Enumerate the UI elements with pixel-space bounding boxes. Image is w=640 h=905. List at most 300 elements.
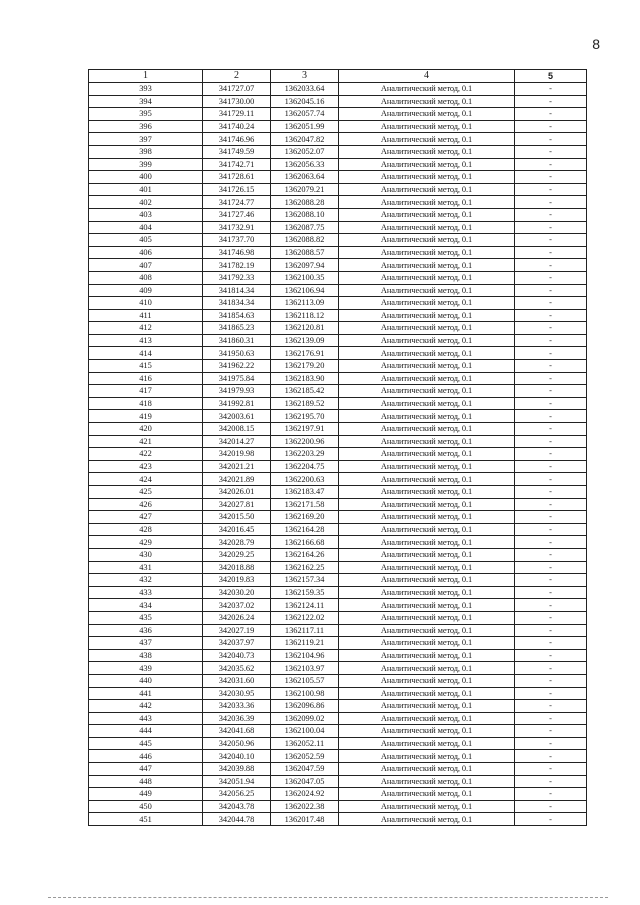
y-coordinate-cell: 1362200.63	[271, 473, 339, 486]
method-cell: Аналитический метод, 0.1	[339, 234, 515, 247]
x-coordinate-cell: 341962.22	[203, 360, 271, 373]
point-number-cell: 434	[89, 599, 203, 612]
note-cell: -	[515, 523, 587, 536]
y-coordinate-cell: 1362164.28	[271, 523, 339, 536]
note-cell: -	[515, 586, 587, 599]
y-coordinate-cell: 1362088.82	[271, 234, 339, 247]
x-coordinate-cell: 342019.83	[203, 574, 271, 587]
point-number-cell: 398	[89, 145, 203, 158]
method-cell: Аналитический метод, 0.1	[339, 448, 515, 461]
method-cell: Аналитический метод, 0.1	[339, 473, 515, 486]
x-coordinate-cell: 341860.31	[203, 334, 271, 347]
method-cell: Аналитический метод, 0.1	[339, 347, 515, 360]
x-coordinate-cell: 342044.78	[203, 813, 271, 826]
x-coordinate-cell: 341727.07	[203, 83, 271, 96]
y-coordinate-cell: 1362119.21	[271, 637, 339, 650]
method-cell: Аналитический метод, 0.1	[339, 385, 515, 398]
point-number-cell: 428	[89, 523, 203, 536]
table-row	[89, 423, 587, 436]
point-number-cell: 401	[89, 183, 203, 196]
x-coordinate-cell: 342018.88	[203, 561, 271, 574]
y-coordinate-cell: 1362159.35	[271, 586, 339, 599]
point-number-cell: 394	[89, 95, 203, 108]
y-coordinate-cell: 1362179.20	[271, 360, 339, 373]
x-coordinate-cell: 341865.23	[203, 322, 271, 335]
x-coordinate-cell: 342050.96	[203, 737, 271, 750]
y-coordinate-cell: 1362169.20	[271, 511, 339, 524]
note-cell: -	[515, 95, 587, 108]
table-row	[89, 611, 587, 624]
table-row	[89, 574, 587, 587]
x-coordinate-cell: 342014.27	[203, 435, 271, 448]
point-number-cell: 400	[89, 171, 203, 184]
table-row	[89, 158, 587, 171]
point-number-cell: 407	[89, 259, 203, 272]
x-coordinate-cell: 342003.61	[203, 410, 271, 423]
column-header-5: 5	[515, 70, 587, 83]
column-header-4: 4	[339, 70, 515, 83]
method-cell: Аналитический метод, 0.1	[339, 624, 515, 637]
point-number-cell: 395	[89, 108, 203, 121]
point-number-cell: 444	[89, 725, 203, 738]
y-coordinate-cell: 1362139.09	[271, 334, 339, 347]
x-coordinate-cell: 341742.71	[203, 158, 271, 171]
note-cell: -	[515, 548, 587, 561]
method-cell: Аналитический метод, 0.1	[339, 725, 515, 738]
note-cell: -	[515, 133, 587, 146]
table-row	[89, 775, 587, 788]
note-cell: -	[515, 171, 587, 184]
y-coordinate-cell: 1362051.99	[271, 120, 339, 133]
note-cell: -	[515, 674, 587, 687]
table-row	[89, 347, 587, 360]
note-cell: -	[515, 347, 587, 360]
table-row	[89, 334, 587, 347]
note-cell: -	[515, 750, 587, 763]
point-number-cell: 412	[89, 322, 203, 335]
method-cell: Аналитический метод, 0.1	[339, 259, 515, 272]
y-coordinate-cell: 1362033.64	[271, 83, 339, 96]
note-cell: -	[515, 297, 587, 310]
x-coordinate-cell: 342019.98	[203, 448, 271, 461]
table-row	[89, 674, 587, 687]
y-coordinate-cell: 1362087.75	[271, 221, 339, 234]
point-number-cell: 447	[89, 763, 203, 776]
table-row	[89, 486, 587, 499]
table-row	[89, 435, 587, 448]
point-number-cell: 408	[89, 271, 203, 284]
note-cell: -	[515, 83, 587, 96]
point-number-cell: 445	[89, 737, 203, 750]
x-coordinate-cell: 342008.15	[203, 423, 271, 436]
table-row	[89, 95, 587, 108]
table-row	[89, 788, 587, 801]
x-coordinate-cell: 341740.24	[203, 120, 271, 133]
point-number-cell: 440	[89, 674, 203, 687]
note-cell: -	[515, 221, 587, 234]
method-cell: Аналитический метод, 0.1	[339, 649, 515, 662]
table-row	[89, 460, 587, 473]
method-cell: Аналитический метод, 0.1	[339, 574, 515, 587]
x-coordinate-cell: 341782.19	[203, 259, 271, 272]
table-row	[89, 800, 587, 813]
note-cell: -	[515, 234, 587, 247]
y-coordinate-cell: 1362200.96	[271, 435, 339, 448]
table-row	[89, 145, 587, 158]
table-row	[89, 385, 587, 398]
point-number-cell: 399	[89, 158, 203, 171]
note-cell: -	[515, 637, 587, 650]
y-coordinate-cell: 1362088.10	[271, 208, 339, 221]
table-header	[89, 70, 587, 83]
y-coordinate-cell: 1362047.82	[271, 133, 339, 146]
point-number-cell: 450	[89, 800, 203, 813]
note-cell: -	[515, 561, 587, 574]
point-number-cell: 435	[89, 611, 203, 624]
y-coordinate-cell: 1362052.07	[271, 145, 339, 158]
column-header-1: 1	[89, 70, 203, 83]
table-row	[89, 649, 587, 662]
y-coordinate-cell: 1362100.04	[271, 725, 339, 738]
note-cell: -	[515, 536, 587, 549]
method-cell: Аналитический метод, 0.1	[339, 637, 515, 650]
note-cell: -	[515, 284, 587, 297]
method-cell: Аналитический метод, 0.1	[339, 397, 515, 410]
point-number-cell: 443	[89, 712, 203, 725]
y-coordinate-cell: 1362124.11	[271, 599, 339, 612]
method-cell: Аналитический метод, 0.1	[339, 737, 515, 750]
note-cell: -	[515, 448, 587, 461]
x-coordinate-cell: 341737.70	[203, 234, 271, 247]
note-cell: -	[515, 435, 587, 448]
point-number-cell: 417	[89, 385, 203, 398]
point-number-cell: 430	[89, 548, 203, 561]
x-coordinate-cell: 342026.01	[203, 486, 271, 499]
note-cell: -	[515, 423, 587, 436]
point-number-cell: 448	[89, 775, 203, 788]
y-coordinate-cell: 1362103.97	[271, 662, 339, 675]
y-coordinate-cell: 1362063.64	[271, 171, 339, 184]
y-coordinate-cell: 1362166.68	[271, 536, 339, 549]
note-cell: -	[515, 397, 587, 410]
column-header-2: 2	[203, 70, 271, 83]
table-row	[89, 410, 587, 423]
y-coordinate-cell: 1362106.94	[271, 284, 339, 297]
point-number-cell: 405	[89, 234, 203, 247]
x-coordinate-cell: 341834.34	[203, 297, 271, 310]
method-cell: Аналитический метод, 0.1	[339, 309, 515, 322]
method-cell: Аналитический метод, 0.1	[339, 788, 515, 801]
method-cell: Аналитический метод, 0.1	[339, 120, 515, 133]
x-coordinate-cell: 342036.39	[203, 712, 271, 725]
table-row	[89, 813, 587, 826]
x-coordinate-cell: 341729.11	[203, 108, 271, 121]
x-coordinate-cell: 342029.25	[203, 548, 271, 561]
point-number-cell: 418	[89, 397, 203, 410]
point-number-cell: 411	[89, 309, 203, 322]
x-coordinate-cell: 342015.50	[203, 511, 271, 524]
method-cell: Аналитический метод, 0.1	[339, 145, 515, 158]
y-coordinate-cell: 1362157.34	[271, 574, 339, 587]
table-row	[89, 586, 587, 599]
table-row	[89, 712, 587, 725]
method-cell: Аналитический метод, 0.1	[339, 548, 515, 561]
method-cell: Аналитический метод, 0.1	[339, 486, 515, 499]
x-coordinate-cell: 341746.98	[203, 246, 271, 259]
point-number-cell: 438	[89, 649, 203, 662]
point-number-cell: 409	[89, 284, 203, 297]
table-row	[89, 523, 587, 536]
y-coordinate-cell: 1362100.98	[271, 687, 339, 700]
note-cell: -	[515, 511, 587, 524]
table-row	[89, 297, 587, 310]
method-cell: Аналитический метод, 0.1	[339, 674, 515, 687]
table-row	[89, 725, 587, 738]
y-coordinate-cell: 1362088.28	[271, 196, 339, 209]
x-coordinate-cell: 341950.63	[203, 347, 271, 360]
note-cell: -	[515, 246, 587, 259]
y-coordinate-cell: 1362047.05	[271, 775, 339, 788]
point-number-cell: 427	[89, 511, 203, 524]
point-number-cell: 442	[89, 700, 203, 713]
note-cell: -	[515, 120, 587, 133]
note-cell: -	[515, 574, 587, 587]
point-number-cell: 397	[89, 133, 203, 146]
x-coordinate-cell: 341975.84	[203, 372, 271, 385]
table-row	[89, 687, 587, 700]
method-cell: Аналитический метод, 0.1	[339, 662, 515, 675]
x-coordinate-cell: 342040.10	[203, 750, 271, 763]
y-coordinate-cell: 1362105.57	[271, 674, 339, 687]
table-row	[89, 208, 587, 221]
y-coordinate-cell: 1362096.86	[271, 700, 339, 713]
method-cell: Аналитический метод, 0.1	[339, 158, 515, 171]
x-coordinate-cell: 342027.19	[203, 624, 271, 637]
x-coordinate-cell: 341992.81	[203, 397, 271, 410]
table-row	[89, 246, 587, 259]
y-coordinate-cell: 1362164.26	[271, 548, 339, 561]
table-row	[89, 196, 587, 209]
note-cell: -	[515, 208, 587, 221]
point-number-cell: 436	[89, 624, 203, 637]
note-cell: -	[515, 145, 587, 158]
point-number-cell: 422	[89, 448, 203, 461]
table-row	[89, 624, 587, 637]
y-coordinate-cell: 1362204.75	[271, 460, 339, 473]
table-row	[89, 448, 587, 461]
table-row	[89, 498, 587, 511]
method-cell: Аналитический метод, 0.1	[339, 599, 515, 612]
point-number-cell: 410	[89, 297, 203, 310]
page-number: 8	[592, 36, 600, 52]
point-number-cell: 416	[89, 372, 203, 385]
point-number-cell: 403	[89, 208, 203, 221]
x-coordinate-cell: 342016.45	[203, 523, 271, 536]
method-cell: Аналитический метод, 0.1	[339, 246, 515, 259]
note-cell: -	[515, 183, 587, 196]
table-row	[89, 271, 587, 284]
x-coordinate-cell: 342028.79	[203, 536, 271, 549]
table-row	[89, 234, 587, 247]
note-cell: -	[515, 486, 587, 499]
note-cell: -	[515, 611, 587, 624]
method-cell: Аналитический метод, 0.1	[339, 523, 515, 536]
note-cell: -	[515, 309, 587, 322]
method-cell: Аналитический метод, 0.1	[339, 322, 515, 335]
note-cell: -	[515, 385, 587, 398]
method-cell: Аналитический метод, 0.1	[339, 750, 515, 763]
y-coordinate-cell: 1362195.70	[271, 410, 339, 423]
note-cell: -	[515, 813, 587, 826]
note-cell: -	[515, 712, 587, 725]
point-number-cell: 431	[89, 561, 203, 574]
point-number-cell: 432	[89, 574, 203, 587]
method-cell: Аналитический метод, 0.1	[339, 460, 515, 473]
method-cell: Аналитический метод, 0.1	[339, 687, 515, 700]
coordinates-table-container	[88, 69, 586, 826]
y-coordinate-cell: 1362097.94	[271, 259, 339, 272]
point-number-cell: 437	[89, 637, 203, 650]
method-cell: Аналитический метод, 0.1	[339, 498, 515, 511]
x-coordinate-cell: 342026.24	[203, 611, 271, 624]
note-cell: -	[515, 259, 587, 272]
x-coordinate-cell: 342051.94	[203, 775, 271, 788]
table-row	[89, 360, 587, 373]
table-row	[89, 309, 587, 322]
y-coordinate-cell: 1362183.47	[271, 486, 339, 499]
table-row	[89, 662, 587, 675]
point-number-cell: 449	[89, 788, 203, 801]
y-coordinate-cell: 1362162.25	[271, 561, 339, 574]
point-number-cell: 421	[89, 435, 203, 448]
x-coordinate-cell: 341746.96	[203, 133, 271, 146]
method-cell: Аналитический метод, 0.1	[339, 763, 515, 776]
note-cell: -	[515, 700, 587, 713]
method-cell: Аналитический метод, 0.1	[339, 183, 515, 196]
table-row	[89, 120, 587, 133]
x-coordinate-cell: 341732.91	[203, 221, 271, 234]
table-row	[89, 511, 587, 524]
x-coordinate-cell: 342030.20	[203, 586, 271, 599]
x-coordinate-cell: 342037.02	[203, 599, 271, 612]
note-cell: -	[515, 599, 587, 612]
note-cell: -	[515, 649, 587, 662]
x-coordinate-cell: 341727.46	[203, 208, 271, 221]
y-coordinate-cell: 1362189.52	[271, 397, 339, 410]
method-cell: Аналитический метод, 0.1	[339, 700, 515, 713]
x-coordinate-cell: 341726.15	[203, 183, 271, 196]
method-cell: Аналитический метод, 0.1	[339, 360, 515, 373]
note-cell: -	[515, 271, 587, 284]
point-number-cell: 402	[89, 196, 203, 209]
method-cell: Аналитический метод, 0.1	[339, 334, 515, 347]
point-number-cell: 393	[89, 83, 203, 96]
method-cell: Аналитический метод, 0.1	[339, 586, 515, 599]
point-number-cell: 446	[89, 750, 203, 763]
table-body	[89, 83, 587, 826]
x-coordinate-cell: 342021.89	[203, 473, 271, 486]
point-number-cell: 426	[89, 498, 203, 511]
method-cell: Аналитический метод, 0.1	[339, 284, 515, 297]
x-coordinate-cell: 341724.77	[203, 196, 271, 209]
y-coordinate-cell: 1362024.92	[271, 788, 339, 801]
point-number-cell: 404	[89, 221, 203, 234]
x-coordinate-cell: 342043.78	[203, 800, 271, 813]
table-row	[89, 548, 587, 561]
x-coordinate-cell: 342039.88	[203, 763, 271, 776]
point-number-cell: 415	[89, 360, 203, 373]
note-cell: -	[515, 158, 587, 171]
y-coordinate-cell: 1362117.11	[271, 624, 339, 637]
method-cell: Аналитический метод, 0.1	[339, 171, 515, 184]
note-cell: -	[515, 725, 587, 738]
x-coordinate-cell: 342040.73	[203, 649, 271, 662]
method-cell: Аналитический метод, 0.1	[339, 423, 515, 436]
table-row	[89, 737, 587, 750]
x-coordinate-cell: 342030.95	[203, 687, 271, 700]
note-cell: -	[515, 763, 587, 776]
method-cell: Аналитический метод, 0.1	[339, 410, 515, 423]
point-number-cell: 406	[89, 246, 203, 259]
y-coordinate-cell: 1362052.59	[271, 750, 339, 763]
y-coordinate-cell: 1362120.81	[271, 322, 339, 335]
x-coordinate-cell: 341854.63	[203, 309, 271, 322]
x-coordinate-cell: 342031.60	[203, 674, 271, 687]
point-number-cell: 424	[89, 473, 203, 486]
x-coordinate-cell: 342056.25	[203, 788, 271, 801]
y-coordinate-cell: 1362052.11	[271, 737, 339, 750]
method-cell: Аналитический метод, 0.1	[339, 435, 515, 448]
coordinates-table	[88, 69, 587, 826]
table-row	[89, 599, 587, 612]
x-coordinate-cell: 341728.61	[203, 171, 271, 184]
y-coordinate-cell: 1362088.57	[271, 246, 339, 259]
table-row	[89, 700, 587, 713]
note-cell: -	[515, 473, 587, 486]
table-row	[89, 83, 587, 96]
table-row	[89, 750, 587, 763]
note-cell: -	[515, 624, 587, 637]
table-row	[89, 561, 587, 574]
point-number-cell: 419	[89, 410, 203, 423]
table-header-row	[89, 70, 587, 83]
table-row	[89, 108, 587, 121]
x-coordinate-cell: 342021.21	[203, 460, 271, 473]
note-cell: -	[515, 334, 587, 347]
table-row	[89, 473, 587, 486]
x-coordinate-cell: 342037.97	[203, 637, 271, 650]
note-cell: -	[515, 788, 587, 801]
method-cell: Аналитический метод, 0.1	[339, 611, 515, 624]
y-coordinate-cell: 1362057.74	[271, 108, 339, 121]
point-number-cell: 429	[89, 536, 203, 549]
method-cell: Аналитический метод, 0.1	[339, 208, 515, 221]
y-coordinate-cell: 1362099.02	[271, 712, 339, 725]
note-cell: -	[515, 687, 587, 700]
point-number-cell: 425	[89, 486, 203, 499]
note-cell: -	[515, 737, 587, 750]
point-number-cell: 396	[89, 120, 203, 133]
method-cell: Аналитический метод, 0.1	[339, 133, 515, 146]
table-row	[89, 259, 587, 272]
x-coordinate-cell: 341730.00	[203, 95, 271, 108]
y-coordinate-cell: 1362045.16	[271, 95, 339, 108]
table-row	[89, 133, 587, 146]
method-cell: Аналитический метод, 0.1	[339, 221, 515, 234]
point-number-cell: 420	[89, 423, 203, 436]
method-cell: Аналитический метод, 0.1	[339, 297, 515, 310]
y-coordinate-cell: 1362122.02	[271, 611, 339, 624]
